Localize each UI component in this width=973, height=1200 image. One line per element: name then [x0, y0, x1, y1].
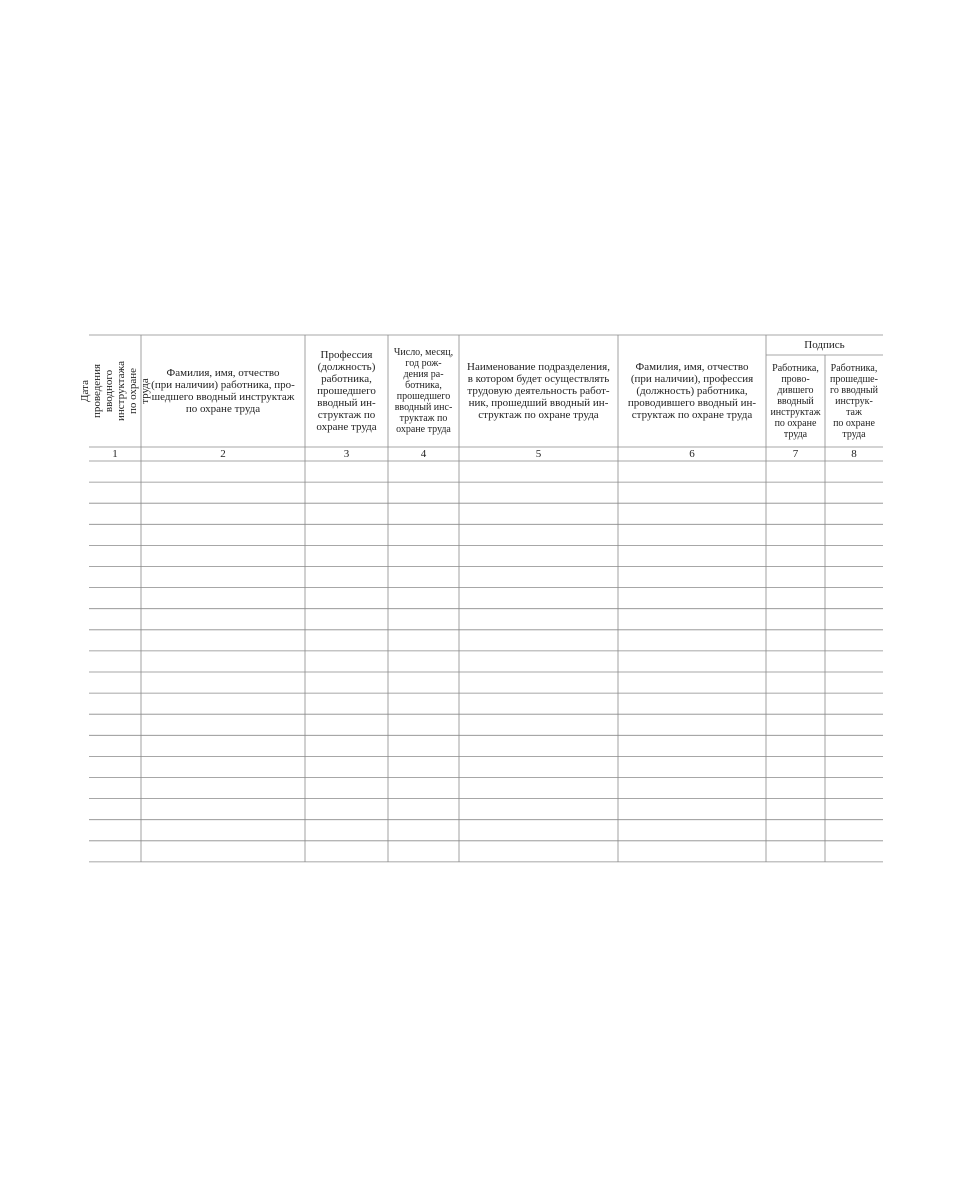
column-number-8: 8	[851, 448, 857, 460]
column-number-3: 3	[343, 448, 350, 460]
column-number-1: 1	[112, 448, 118, 460]
header-signature-employee: Работника, прошедше- го вводный инструк- таж по охране труда	[830, 362, 878, 440]
header-date: Дата проведения вводного инструктажа по охране труда	[79, 361, 151, 421]
header-instructor: Фамилия, имя, отчество (при наличии), профессия (должность) работника, проводившего вводный ин- структаж по охране труда	[627, 361, 757, 421]
column-number-4: 4	[420, 448, 427, 460]
header-birth-date: Число, месяц, год рож- дения ра- ботника, прошедшего вводный инс- труктаж по охране труда	[393, 347, 454, 435]
header-employee-name: Фамилия, имя, отчество (при наличии) работника, про- шедшего вводный инструктаж по охране труда	[151, 367, 295, 415]
header-signature-group: Подпись	[804, 339, 845, 351]
header-profession: Профессия (должность) работника, прошедшего вводный ин- структаж по охране труда	[316, 349, 377, 433]
column-number-7: 7	[792, 448, 799, 460]
header-department: Наименование подразделения, в котором будет осуществлять трудовую деятельность работ- ник, прошедший вводный ин- структаж по охране труда	[467, 361, 610, 421]
column-number-6: 6	[689, 448, 695, 460]
column-number-2: 2	[220, 448, 226, 460]
header-signature-instructor: Работника, прово- дившего вводный инструктаж по охране труда	[770, 362, 821, 440]
column-number-5: 5	[535, 448, 542, 460]
